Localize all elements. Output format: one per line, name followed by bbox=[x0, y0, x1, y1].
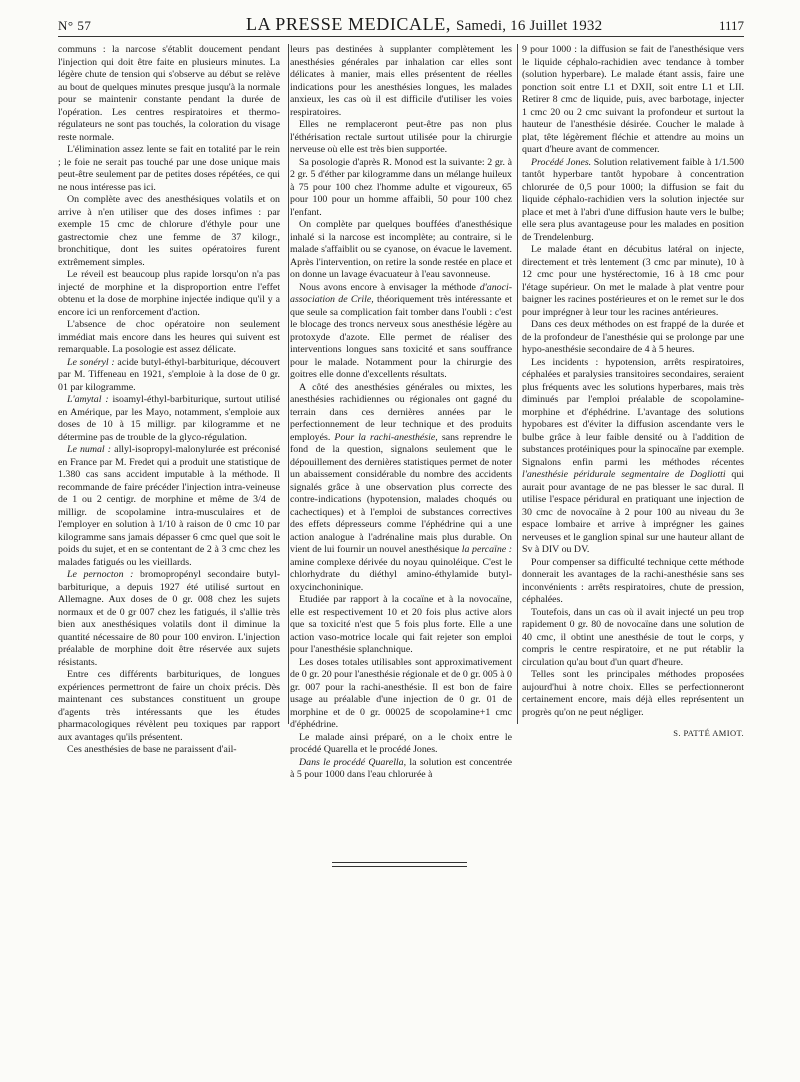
paragraph bbox=[58, 569, 280, 669]
text-column-3 bbox=[522, 44, 744, 740]
text-run: A côté des anesthésies générales ou mixtes, les anesthésies rachidiennes ou régionales ont gagné du terrain dans ces dernières années par le perfectionnement de leur technique et des produits employés. bbox=[290, 381, 512, 443]
text-run: Sa posologie d'après R. Monod est la suivante: 2 gr. à 2 gr. 5 d'éther par kilogramme dans un mélange huileux à 75 pour 100 chez l'homme adulte et vigoureux, 65 pour 100 pour un homme affaibli, 50 pour 100 chez l'enfant. bbox=[290, 156, 512, 218]
column-divider bbox=[517, 44, 518, 724]
end-rule bbox=[332, 866, 467, 867]
text-run: L'absence de choc opératoire non seulement immédiat mais encore dans les heures qui suivent est remarquable. La posologie est assez délicate. bbox=[58, 319, 280, 355]
text-run: sans reprendre le fond de la question, signalons seulement que le dépouillement des dernières statistiques permet de noter un abaissement considérable du nombre des accidents signalés grâce à une observation plus correcte des contre-indications (hypotension, malades choqués ou cachectiques) et à l'emploi de substances correctives des effets dépresseurs comme l'éphédrine qui a une action analogue à l'adrénaline mais plus durable. On vient de lui fournir un nouvel anesthésique bbox=[290, 431, 512, 555]
text-run: Solution relativement faible à 1/1.500 tantôt hyperbare tantôt hypobare à concentration chlorurée de 0,5 pour 1000; la diffusion se fait du liquide céphalo-rachidien vers la solution injectée sur place et met à l'abri d'une diffusion haute vers le bulbe; elle sera plus avantageuse pour les malades en position de Trendelenburg. bbox=[522, 156, 744, 243]
italic-text: L'amytal : bbox=[67, 394, 109, 405]
author-signature: S. PATTÉ AMIOT. bbox=[673, 728, 744, 738]
paragraph bbox=[58, 269, 280, 319]
text-run: Ces anesthésies de base ne paraissent d'ail- bbox=[67, 744, 237, 755]
text-run: Toutefois, dans un cas où il avait injecté un peu trop rapidement 0 gr. 80 de novocaïne dans une solution de 40 cmc, il obtint une anesthésie de tout le corps, y compris le centre respiratoire, et ne put rétablir la circulation qu'au bout d'un quart d'heure. bbox=[522, 606, 744, 668]
italic-text: l'anesthésie péridurale segmentaire de Dogliotti bbox=[522, 469, 726, 480]
column-divider bbox=[288, 44, 289, 724]
text-run: qui aurait pour avantage de ne pas blesser le sac dural. Il utilise l'espace péridural en pratiquant une injection de 30 cmc de novocaïne à 2 pour 100 au niveau du 3e espace lombaire et arrive à imprégner les gaines nerveuses et le ganglion spinal sur une hauteur allant de Sv à DIV ou DV. bbox=[522, 469, 745, 555]
paragraph bbox=[522, 607, 744, 670]
paragraph bbox=[290, 657, 512, 732]
paragraph bbox=[522, 244, 744, 319]
paragraph bbox=[290, 282, 512, 382]
text-run: Entre ces différents barbituriques, de longues expériences permettront de faire un choix précis. Dès maintenant ces substances constituent un groupe d'agents très intéressants que les études pharmacologiques révèlent peu toxiques par rapport aux avantages qu'ils présentent. bbox=[58, 669, 280, 743]
text-run: L'élimination assez lente se fait en totalité par le rein ; le foie ne serait pas touché par une dose unique mais peut-être seulement par de petites doses répétées, ce qui ne nous intéresse pas ici. bbox=[58, 144, 280, 193]
paragraph bbox=[58, 319, 280, 357]
page-header bbox=[58, 12, 744, 34]
paragraph bbox=[58, 394, 280, 444]
text-run: 9 pour 1000 : la diffusion se fait de l'anesthésique vers le liquide céphalo-rachidien avec tendance à tomber (solution hyperbare). Le malade étant assis, faire une ponction soit entre L1 et DXII, soit entre L1 et LII. Retirer 8 cmc de liquide, puis, avec barbotage, injecter 1 cmc 20 ou 2 cmc suivant la profondeur et surtout la hauteur de l'anesthésie désirée. Coucher le malade à plat, tête légèrement fléchie et attendre au moins un quart d'heure avant de commencer. bbox=[522, 44, 744, 155]
paragraph bbox=[58, 744, 280, 757]
text-run: Les incidents : hypotension, arrêts respiratoires, céphalées et paralysies transitoires secondaires, seraient plus fréquents avec les solutions hyperbares, mais très diminués par l'emploi préalable de scopolamine-morphine et d'éphédrine. L'avantage des solutions hypobares est d'éviter la diffusion ascendante vers le bulbe grâce à leur faible densité ou à l'addition de substances protéiniques pour la spinocaïne par exemple. Signalons enfin parmi les méthodes récentes bbox=[522, 356, 744, 468]
paragraph bbox=[522, 557, 744, 607]
italic-text: Pour la rachi-anesthésie, bbox=[334, 431, 438, 443]
issue-date: Samedi, 16 Juillet 1932 bbox=[456, 18, 603, 34]
italic-text: la percaïne : bbox=[461, 544, 512, 555]
text-run: amine complexe dérivée du noyau quinoléique. C'est le chlorhydrate du diéthyl amino-éthylamide butyl-oxycinchoninique. bbox=[290, 556, 512, 593]
paragraph bbox=[522, 357, 744, 557]
text-run: Le malade ainsi préparé, on a le choix entre le procédé Quarella et le procédé Jones. bbox=[290, 731, 512, 755]
paragraph bbox=[522, 44, 744, 157]
end-rule bbox=[332, 862, 467, 863]
paragraph bbox=[522, 669, 744, 719]
text-column-1 bbox=[58, 44, 280, 757]
italic-text: d'anoci-association de Crile, bbox=[290, 281, 512, 305]
paragraph bbox=[290, 757, 512, 782]
text-run: la solution est concentrée à 5 pour 1000 dans l'eau chlorurée à bbox=[290, 756, 512, 780]
paragraph bbox=[290, 44, 512, 119]
paragraph bbox=[290, 119, 512, 157]
paragraph bbox=[290, 157, 512, 220]
text-column-2 bbox=[290, 44, 512, 782]
italic-text: Dans le procédé Quarella, bbox=[299, 756, 407, 768]
text-run: Etudiée par rapport à la cocaïne et à la novocaïne, elle est respectivement 10 et 20 fois plus active alors que sa toxicité n'est que 5 fois plus forte. Elle a une action vaso-motrice locale qui fait rejeter son emploi pour l'anesthésie splanchnique. bbox=[290, 594, 512, 655]
text-run: Les doses totales utilisables sont approximativement de 0 gr. 20 pour l'anesthésie régionale et de 0 gr. 005 à 0 gr. 007 pour la rachi-anesthésie. Il est bon de faire usage au préalable d'une injection de 0 gr. 01 de morphine et de 0 gr. 00025 de scopolamine+1 cmc d'éphédrine. bbox=[290, 656, 512, 730]
paragraph bbox=[58, 357, 280, 395]
paragraph bbox=[522, 319, 744, 357]
text-run: Dans ces deux méthodes on est frappé de la durée et de la profondeur de l'anesthésie qui se prolonge par une hypo-anesthésie secondaire de 4 à 5 heures. bbox=[522, 319, 744, 355]
text-run: théoriquement très intéressante et que seule sa complication fait tomber dans l'oubli : c'est le blocage des troncs nerveux sous anesthésie légère au protoxyde d'azote. Elle permet de réaliser des interventions longues sans toxicité et sans souffrance pour le malade. Notamment pour la chirurgie des goitres elle donne d'excellents résultats. bbox=[290, 294, 512, 380]
text-run: Le réveil est beaucoup plus rapide lorsqu'on n'a pas injecté de morphine et la disproportion entre l'effet obtenu et la dose de morphine injectée indique qu'il y a encore ici un renforcement d'action. bbox=[58, 269, 280, 318]
text-run: Pour compenser sa difficulté technique cette méthode donnerait les avantages de la rachi-anesthésie sans ses inconvénients : arrêts respiratoires, chute de pression, céphalées. bbox=[522, 556, 744, 605]
text-run: communs : la narcose s'établit doucement pendant l'injection qui doit être faite en plusieurs minutes. La légère chute de tension qui s'observe au début se relève au bout de quelques minutes presque jusqu'à la normale pour se maintenir constante pendant la durée de l'opération. Les centres respiratoires et thermo-régulateurs ne sont pas touchés, la coloration du visage reste normale. bbox=[58, 44, 280, 143]
text-run: Telles sont les principales méthodes proposées aujourd'hui à notre choix. Elles se perfectionneront certainement encore, mais déjà elles représentent un progrès qu'on ne peut négliger. bbox=[522, 669, 744, 718]
paragraph bbox=[290, 382, 512, 595]
paragraph bbox=[58, 144, 280, 194]
paragraph bbox=[58, 194, 280, 269]
italic-text: Le pernocton : bbox=[67, 569, 134, 580]
paragraph bbox=[522, 157, 744, 245]
journal-title bbox=[246, 14, 602, 35]
text-run: Le malade étant en décubitus latéral on injecte, directement et très lentement (3 cmc par minute), 10 à 12 cmc pour une hystérectomie, 16 à 18 cmc pour l'étage supérieur. On met le malade à plat ventre pour baigner les racines postérieures et on le remet sur le dos pour imprégner à leur tour les racines antérieures. bbox=[522, 244, 744, 318]
text-run: bromopropényl secondaire butyl-barbiturique, a depuis 1927 été utilisé surtout en Allemagne. Aux doses de 0 gr. 008 chez les sujets normaux et de 0 gr 007 chez les fatigués, il s'allie très bien aux anesthésiques volatils dont il diminue la quantité nécessaire de 80 pour 100 environ. L'injection préalable de morphine doit être réservée aux sujets résistants. bbox=[58, 569, 280, 668]
paragraph bbox=[290, 594, 512, 657]
text-run: Elles ne remplaceront peut-être pas non plus l'éthérisation rectale surtout utilisée pour la chirurgie nerveuse où elle est très bien supportée. bbox=[290, 119, 512, 155]
text-run: acide butyl-éthyl-barbiturique, découvert par M. Tiffeneau en 1921, s'emploie à la dose de 0 gr. 01 par kilogramme. bbox=[58, 356, 281, 393]
header-rule bbox=[58, 36, 744, 37]
italic-text: Le numal : bbox=[67, 444, 112, 455]
paragraph bbox=[290, 219, 512, 282]
paragraph bbox=[290, 732, 512, 757]
page-number: 1117 bbox=[718, 18, 744, 33]
text-run: Nous avons encore à envisager la méthode bbox=[299, 281, 480, 293]
italic-text: Procédé Jones. bbox=[531, 156, 592, 168]
text-run: allyl-isopropyl-malonylurée est préconisé en France par M. Fredet qui a produit une statistique de 1.380 cas sans accident imputable à la méthode. Il recommande de faire précéder l'injection intra-veineuse de 1 ou 2 centigr. de morphine et même de 3/4 de milligr. de scopolamine intra-musculaires et de l'employer en solution à 1/10 à raison de 0 cmc 10 par kilogramme sans jamais dépasser 6 cmc quel que soit le poids du sujet, et en se contentant de 2 à 3 cmc chez les malades fatigués ou les vieillards. bbox=[58, 444, 280, 568]
text-run: isoamyl-éthyl-barbiturique, surtout utilisé en Amérique, par les Mayo, notamment, s'emploie aux doses de 10 à 15 milligr. par kilogramme et ne détermine pas de trouble de la glyco-régulation. bbox=[58, 394, 280, 443]
italic-text: Le sonéryl : bbox=[67, 356, 115, 368]
text-run: On complète avec des anesthésiques volatils et on arrive à n'en utiliser que des doses infimes : par exemple 15 cmc de chlorure d'éthyle pour une gastrectomie chez une femme de 37 kilogr., bronchitique, dont les suites opératoires furent extrêmement simples. bbox=[58, 194, 280, 268]
journal-name: LA PRESSE MEDICALE, bbox=[246, 14, 451, 34]
issue-number: N° 57 bbox=[58, 18, 92, 33]
text-run: leurs pas destinées à supplanter complètement les anesthésies générales par inhalation car elles sont délicates à manier, mais elles présentent de réelles indications pour les anesthésies longues, les malades anxieux, les cas où il est difficile d'utiliser les voies respiratoires. bbox=[290, 44, 512, 118]
paragraph bbox=[58, 669, 280, 744]
paragraph bbox=[58, 444, 280, 569]
text-run: On complète par quelques bouffées d'anesthésique inhalé si la narcose est incomplète; au contraire, si le malade s'affaiblit ou se cyanose, on évacue le lavement. Après l'intervention, on retire la sonde restée en place et on donne un lavage évacuateur à l'eau savonneuse. bbox=[290, 219, 512, 280]
paragraph bbox=[58, 44, 280, 144]
